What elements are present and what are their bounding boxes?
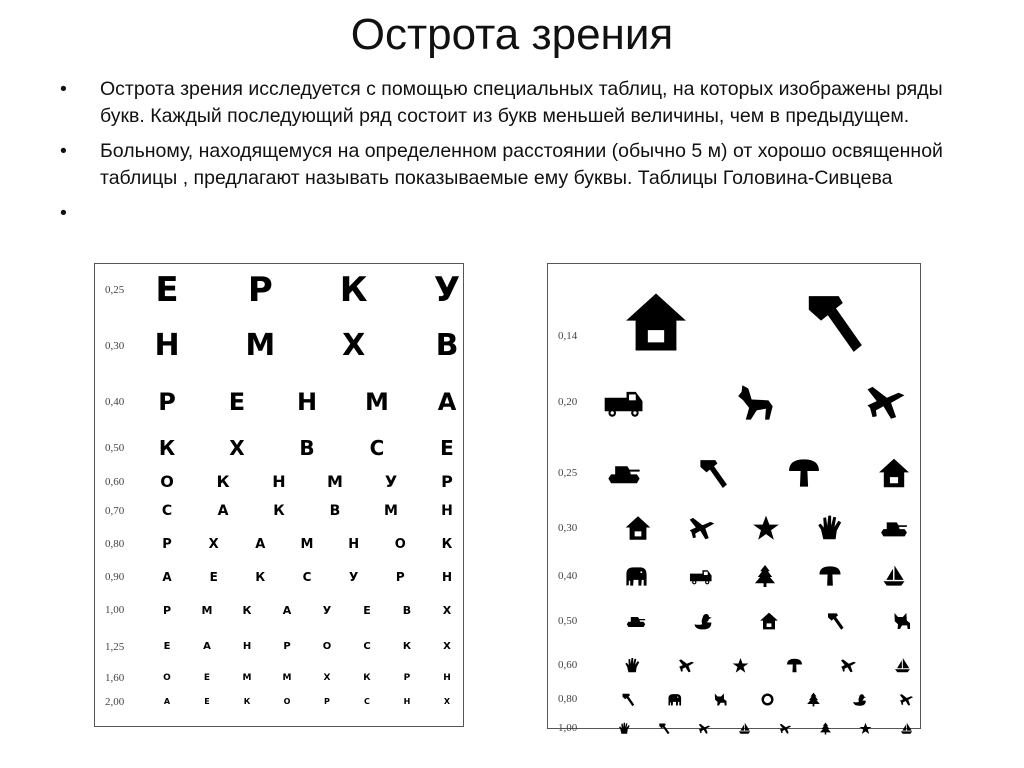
chart-letter: Х — [208, 536, 219, 552]
tree-icon — [753, 564, 777, 588]
chart-letter: С — [363, 641, 371, 652]
acuity-label: 0,80 — [558, 693, 578, 705]
acuity-label: 2,00 — [105, 696, 125, 708]
chart-letter: К — [339, 270, 368, 310]
chart-letter: А — [437, 388, 457, 416]
chart-letter: Н — [443, 672, 451, 683]
chart-letter: Н — [441, 503, 453, 519]
bullet-marker: • — [60, 202, 67, 224]
chart-letter: Е — [363, 603, 371, 617]
chart-letter: Н — [441, 570, 453, 584]
chart-letter: Р — [324, 697, 330, 706]
mushroom-icon — [818, 564, 842, 588]
acuity-label: 0,14 — [558, 330, 578, 342]
airplane-icon — [678, 657, 695, 674]
airplane-icon — [779, 722, 792, 735]
chart-letter: С — [369, 436, 385, 460]
bullet-list — [60, 76, 960, 224]
bullet-marker: • — [60, 140, 67, 162]
airplane-icon — [688, 514, 716, 542]
truck-icon — [689, 564, 713, 588]
hand-icon — [618, 722, 631, 735]
chart-letter: А — [162, 570, 172, 584]
acuity-label: 1,60 — [105, 672, 125, 684]
hammer-icon — [697, 456, 731, 490]
chart-letter: М — [282, 672, 292, 683]
acuity-label: 0,60 — [105, 476, 125, 488]
acuity-label: 0,50 — [105, 442, 125, 454]
acuity-label: 0,60 — [558, 659, 578, 671]
chart-letter: Х — [443, 697, 451, 706]
bullet-text: Острота зрения исследуется с помощью специальных таблиц, на которых изображены ряды букв. Каждый последующий ряд состоит из букв меньшей величины, чем в предыдущем. — [100, 78, 943, 127]
chart-letter: К — [255, 570, 266, 584]
acuity-label: 1,00 — [105, 604, 125, 616]
truck-icon — [603, 381, 645, 423]
acuity-label: 0,40 — [105, 396, 125, 408]
chart-letter: О — [394, 536, 406, 552]
airplane-icon — [698, 722, 711, 735]
chart-letter: Р — [158, 388, 176, 416]
chart-letter: Е — [204, 697, 210, 706]
chart-letter: С — [364, 697, 370, 706]
hand-icon — [624, 657, 641, 674]
chart-letter: Н — [403, 697, 411, 706]
hammer-icon — [621, 692, 636, 707]
bullet-text: Больному, находящемуся на определенном расстоянии (обычно 5 м) от хорошо освященной таблицы , предлагают называть показываемые ему буквы. Таблицы Головина-Сивцева — [100, 140, 943, 189]
chart-letter: Н — [296, 388, 318, 416]
chart-letter: Р — [395, 570, 405, 584]
chart-letter: М — [245, 328, 276, 363]
chart-letter: У — [322, 603, 332, 617]
mushroom-icon — [786, 657, 803, 674]
chart-letter: В — [402, 603, 412, 617]
chart-letter: Н — [242, 641, 252, 652]
chart-letter: К — [242, 603, 252, 617]
chart-letter: Р — [403, 672, 411, 683]
acuity-label: 0,25 — [105, 284, 125, 296]
chart-letter: А — [282, 603, 292, 617]
chart-letter: Н — [154, 328, 180, 363]
airplane-icon — [899, 692, 914, 707]
chart-letter: К — [441, 536, 453, 552]
chart-letter: О — [283, 697, 291, 706]
acuity-label: 0,40 — [558, 570, 578, 582]
chart-letter: Р — [247, 270, 273, 310]
sailboat-icon — [738, 722, 751, 735]
chart-letter: А — [203, 641, 211, 652]
chart-letter: М — [300, 536, 314, 552]
chart-letter: К — [402, 641, 412, 652]
chart-letter: Р — [441, 472, 453, 491]
acuity-label: 0,80 — [105, 538, 125, 550]
tank-icon — [626, 611, 646, 631]
chart-letter: Е — [203, 672, 211, 683]
cat-icon — [713, 692, 728, 707]
elephant-icon — [667, 692, 682, 707]
acuity-label: 0,20 — [558, 396, 578, 408]
sailboat-icon — [882, 564, 906, 588]
sailboat-icon — [900, 722, 913, 735]
tank-icon — [607, 456, 641, 490]
hammer-icon — [802, 288, 870, 356]
chart-letter: О — [163, 672, 171, 683]
chart-letter: У — [384, 472, 398, 491]
chart-letter: С — [302, 570, 312, 584]
chart-letter: М — [327, 472, 343, 491]
chart-letter: Х — [229, 436, 245, 460]
house-icon — [622, 288, 690, 356]
cat-icon — [892, 611, 912, 631]
chart-letter: М — [365, 388, 389, 416]
chart-letter: В — [435, 328, 459, 363]
chart-letter: В — [329, 503, 341, 519]
chart-letter: А — [163, 697, 171, 706]
star-icon — [752, 514, 780, 542]
star-icon — [859, 722, 872, 735]
chart-letter: У — [433, 270, 461, 310]
chart-letter: Е — [163, 641, 171, 652]
acuity-label: 0,25 — [558, 467, 578, 479]
chart-letter: Р — [283, 641, 291, 652]
house-icon — [624, 514, 652, 542]
chart-letter: Н — [348, 536, 360, 552]
chart-letter: Р — [162, 536, 172, 552]
chart-letter: У — [349, 570, 359, 584]
elephant-icon — [624, 564, 648, 588]
hammer-icon — [826, 611, 846, 631]
chart-letter: Е — [440, 436, 454, 460]
acuity-label: 0,70 — [105, 505, 125, 517]
chart-letter: Х — [442, 603, 452, 617]
hand-icon — [816, 514, 844, 542]
chart-letter: Р — [162, 603, 172, 617]
chart-letter: Е — [209, 570, 218, 584]
house-icon — [759, 611, 779, 631]
chart-letter: М — [201, 603, 213, 617]
bullet-marker: • — [60, 78, 67, 100]
duck-icon — [852, 692, 867, 707]
chart-letter: С — [161, 503, 173, 519]
acuity-label: 0,90 — [105, 571, 125, 583]
chart-letter: Х — [443, 641, 451, 652]
chart-letter: К — [216, 472, 230, 491]
chart-letter: Е — [155, 270, 179, 310]
chart-letter: А — [217, 503, 229, 519]
duck-icon — [693, 611, 713, 631]
horse-icon — [734, 381, 776, 423]
acuity-label: 0,30 — [558, 522, 578, 534]
chart-letter: К — [363, 672, 371, 683]
acuity-label: 1,00 — [558, 722, 578, 734]
chart-letter: Х — [342, 328, 366, 363]
tree-icon — [806, 692, 821, 707]
chart-letter: А — [255, 536, 266, 552]
chart-letter: К — [158, 436, 176, 460]
airplane-icon — [865, 381, 907, 423]
chart-letter: М — [384, 503, 398, 519]
star-icon — [732, 657, 749, 674]
acuity-label: 0,50 — [558, 615, 578, 627]
mushroom-icon — [787, 456, 821, 490]
chart-letter: Н — [272, 472, 286, 491]
chart-letter: М — [242, 672, 252, 683]
orlova-symbol-chart — [547, 263, 921, 734]
tree-icon — [819, 722, 832, 735]
chart-letter: О — [322, 641, 332, 652]
ring-icon — [760, 692, 775, 707]
chart-letter: Х — [323, 672, 331, 683]
airplane-icon — [840, 657, 857, 674]
chart-letter: О — [160, 472, 174, 491]
sailboat-icon — [894, 657, 911, 674]
tank-icon — [880, 514, 908, 542]
acuity-label: 0,30 — [105, 340, 125, 352]
hammer-icon — [658, 722, 671, 735]
sivtsev-letter-chart — [94, 263, 464, 727]
chart-letter: В — [299, 436, 315, 460]
acuity-label: 1,25 — [105, 641, 125, 653]
house-icon — [877, 456, 911, 490]
chart-letter: К — [243, 697, 251, 706]
bullet-item — [60, 76, 960, 130]
chart-letter: К — [273, 503, 285, 519]
page-title: Острота зрения — [350, 10, 674, 59]
bullet-item — [60, 138, 960, 192]
chart-letter: Е — [228, 388, 246, 416]
